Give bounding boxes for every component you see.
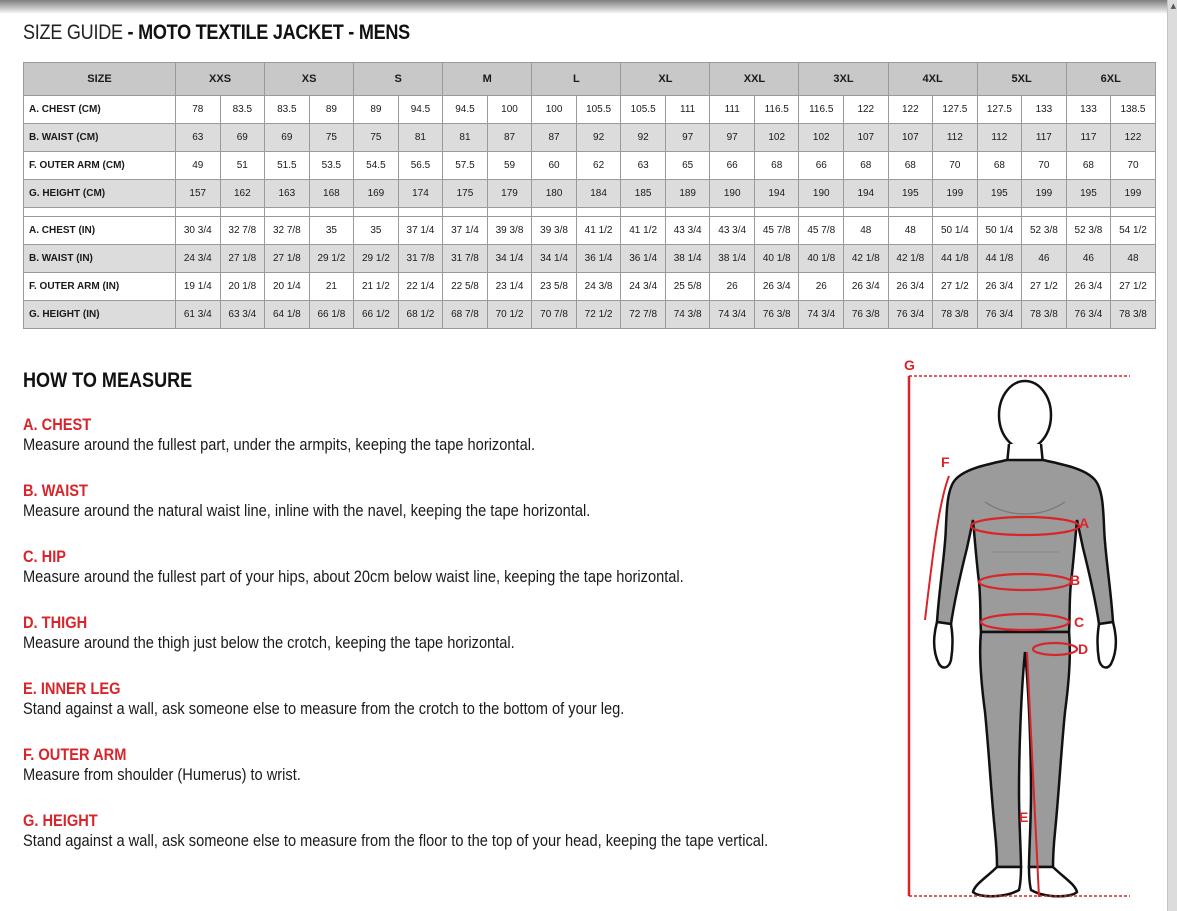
table-cell: 162 (220, 180, 265, 208)
table-cell: 65 (665, 152, 710, 180)
table-cell: 133 (1066, 96, 1111, 124)
measure-item (23, 745, 346, 785)
table-cell: 70 (933, 152, 978, 180)
table-cell: 45 7/8 (754, 217, 799, 245)
table-cell: 35 (354, 217, 399, 245)
table-cell: 74 3/8 (665, 301, 710, 329)
table-cell: 40 1/8 (799, 245, 844, 273)
table-cell: 27 1/2 (933, 273, 978, 301)
table-cell: 42 1/8 (844, 245, 889, 273)
table-row (24, 301, 1156, 329)
spacer-cell (398, 208, 443, 217)
marker-e-label: E (1019, 809, 1029, 825)
table-cell: 87 (532, 124, 577, 152)
table-cell: 169 (354, 180, 399, 208)
table-cell: 26 3/4 (977, 273, 1022, 301)
spacer-cell (1022, 208, 1067, 217)
table-cell: 76 3/8 (844, 301, 889, 329)
table-cell: 70 7/8 (532, 301, 577, 329)
table-cell: 75 (354, 124, 399, 152)
table-cell: 27 1/2 (1111, 273, 1156, 301)
size-header-6xl: 6XL (1066, 63, 1155, 96)
table-cell: 179 (487, 180, 532, 208)
table-cell: 92 (621, 124, 666, 152)
body-measurement-figure (895, 352, 1140, 907)
table-cell: 22 5/8 (443, 273, 488, 301)
table-cell: 23 1/4 (487, 273, 532, 301)
table-cell: 20 1/8 (220, 273, 265, 301)
table-cell: 122 (844, 96, 889, 124)
table-row (24, 180, 1156, 208)
table-cell: 29 1/2 (309, 245, 354, 273)
table-cell: 102 (754, 124, 799, 152)
table-cell: 68 (1066, 152, 1111, 180)
table-cell: 30 3/4 (176, 217, 221, 245)
table-cell: 27 1/2 (1022, 273, 1067, 301)
spacer-cell (487, 208, 532, 217)
table-cell: 190 (710, 180, 755, 208)
table-cell: 66 (799, 152, 844, 180)
title-prefix: SIZE GUIDE (23, 21, 123, 44)
measure-item (23, 613, 595, 653)
table-cell: 41 1/2 (621, 217, 666, 245)
measure-heading: E. INNER LEG (23, 679, 121, 698)
table-cell: 184 (576, 180, 621, 208)
title-main: - MOTO TEXTILE JACKET - MENS (127, 21, 410, 44)
size-header-xs: XS (265, 63, 354, 96)
table-cell: 45 7/8 (799, 217, 844, 245)
table-cell: 157 (176, 180, 221, 208)
spacer-cell (888, 208, 933, 217)
spacer-cell (576, 208, 621, 217)
spacer-cell (977, 208, 1022, 217)
table-cell: 199 (1111, 180, 1156, 208)
size-header-m: M (443, 63, 532, 96)
measure-heading: C. HIP (23, 547, 67, 566)
table-cell: 32 7/8 (265, 217, 310, 245)
table-cell: 50 1/4 (977, 217, 1022, 245)
size-chart-table (23, 62, 1156, 329)
scroll-up-arrow-icon[interactable]: ▲ (1170, 2, 1176, 10)
table-cell: 24 3/8 (576, 273, 621, 301)
table-cell: 63 3/4 (220, 301, 265, 329)
table-cell: 31 7/8 (398, 245, 443, 273)
table-cell: 199 (933, 180, 978, 208)
row-label: G. HEIGHT (CM) (24, 180, 176, 208)
spacer-cell (754, 208, 799, 217)
table-cell: 76 3/4 (1066, 301, 1111, 329)
spacer-cell (265, 208, 310, 217)
window-top-shadow (0, 0, 1177, 14)
row-label: G. HEIGHT (IN) (24, 301, 176, 329)
table-cell: 37 1/4 (443, 217, 488, 245)
spacer-cell (799, 208, 844, 217)
table-cell: 26 3/4 (754, 273, 799, 301)
table-row (24, 96, 1156, 124)
table-cell: 68 (888, 152, 933, 180)
table-cell: 195 (977, 180, 1022, 208)
table-cell: 78 (176, 96, 221, 124)
size-header-4xl: 4XL (888, 63, 977, 96)
table-cell: 89 (309, 96, 354, 124)
measure-heading: A. CHEST (23, 415, 92, 434)
table-cell: 19 1/4 (176, 273, 221, 301)
table-cell: 51 (220, 152, 265, 180)
measure-description: Measure from shoulder (Humerus) to wrist. (23, 765, 301, 784)
size-header-5xl: 5XL (977, 63, 1066, 96)
table-cell: 46 (1066, 245, 1111, 273)
measure-item (23, 679, 722, 719)
table-cell: 72 7/8 (621, 301, 666, 329)
table-cell: 122 (1111, 124, 1156, 152)
table-cell: 111 (665, 96, 710, 124)
size-header-xl: XL (621, 63, 710, 96)
spacer-cell (710, 208, 755, 217)
spacer-cell (1066, 208, 1111, 217)
table-cell: 44 1/8 (977, 245, 1022, 273)
table-cell: 97 (665, 124, 710, 152)
spacer-cell (443, 208, 488, 217)
table-cell: 34 1/4 (487, 245, 532, 273)
table-cell: 112 (977, 124, 1022, 152)
table-cell: 26 3/4 (888, 273, 933, 301)
measure-item (23, 415, 618, 455)
table-cell: 21 1/2 (354, 273, 399, 301)
table-cell: 21 (309, 273, 354, 301)
table-cell: 70 (1111, 152, 1156, 180)
table-cell: 64 1/8 (265, 301, 310, 329)
measure-heading: F. OUTER ARM (23, 745, 127, 764)
table-cell: 89 (354, 96, 399, 124)
table-cell: 68 1/2 (398, 301, 443, 329)
row-label: A. CHEST (CM) (24, 96, 176, 124)
table-cell: 43 3/4 (665, 217, 710, 245)
table-cell: 163 (265, 180, 310, 208)
spacer-cell (1111, 208, 1156, 217)
table-cell: 105.5 (621, 96, 666, 124)
table-cell: 59 (487, 152, 532, 180)
body-silhouette-diagram (895, 352, 1140, 907)
table-cell: 37 1/4 (398, 217, 443, 245)
table-cell: 168 (309, 180, 354, 208)
table-cell: 74 3/4 (710, 301, 755, 329)
table-cell: 34 1/4 (532, 245, 577, 273)
table-cell: 25 5/8 (665, 273, 710, 301)
measure-heading: B. WAIST (23, 481, 88, 500)
spacer-cell (220, 208, 265, 217)
table-cell: 44 1/8 (933, 245, 978, 273)
table-cell: 74 3/4 (799, 301, 844, 329)
table-cell: 180 (532, 180, 577, 208)
how-to-measure-title: HOW TO MEASURE (23, 369, 193, 392)
table-cell: 107 (888, 124, 933, 152)
table-cell: 26 3/4 (1066, 273, 1111, 301)
table-cell: 75 (309, 124, 354, 152)
spacer-cell (354, 208, 399, 217)
spacer-cell (309, 208, 354, 217)
table-cell: 63 (621, 152, 666, 180)
table-cell: 127.5 (933, 96, 978, 124)
measure-item (23, 547, 791, 587)
measure-description: Measure around the fullest part of your hips, about 20cm below waist line, keeping the tape horizontal. (23, 567, 684, 586)
table-cell: 94.5 (443, 96, 488, 124)
measure-description: Stand against a wall, ask someone else to measure from the crotch to the bottom of your leg. (23, 699, 625, 718)
table-cell: 20 1/4 (265, 273, 310, 301)
table-cell: 51.5 (265, 152, 310, 180)
table-cell: 185 (621, 180, 666, 208)
table-cell: 26 (799, 273, 844, 301)
measure-item (23, 811, 890, 851)
table-cell: 54 1/2 (1111, 217, 1156, 245)
table-cell: 50 1/4 (933, 217, 978, 245)
table-cell: 38 1/4 (710, 245, 755, 273)
table-cell: 194 (754, 180, 799, 208)
measure-heading: G. HEIGHT (23, 811, 98, 830)
table-cell: 138.5 (1111, 96, 1156, 124)
table-cell: 127.5 (977, 96, 1022, 124)
table-cell: 24 3/4 (621, 273, 666, 301)
table-cell: 46 (1022, 245, 1067, 273)
table-cell: 117 (1022, 124, 1067, 152)
table-cell: 83.5 (265, 96, 310, 124)
table-cell: 102 (799, 124, 844, 152)
table-cell: 38 1/4 (665, 245, 710, 273)
table-cell: 76 3/4 (888, 301, 933, 329)
table-cell: 48 (844, 217, 889, 245)
table-cell: 27 1/8 (265, 245, 310, 273)
marker-d-label: D (1078, 641, 1089, 657)
spacer-cell (621, 208, 666, 217)
size-header-l: L (532, 63, 621, 96)
spacer-cell (24, 208, 176, 217)
table-cell: 26 3/4 (844, 273, 889, 301)
table-cell: 190 (799, 180, 844, 208)
table-cell: 61 3/4 (176, 301, 221, 329)
table-cell: 76 3/4 (977, 301, 1022, 329)
table-cell: 36 1/4 (576, 245, 621, 273)
table-cell: 195 (888, 180, 933, 208)
row-label: B. WAIST (CM) (24, 124, 176, 152)
table-cell: 66 1/2 (354, 301, 399, 329)
row-label: B. WAIST (IN) (24, 245, 176, 273)
table-cell: 32 7/8 (220, 217, 265, 245)
table-cell: 60 (532, 152, 577, 180)
table-cell: 199 (1022, 180, 1067, 208)
table-cell: 39 3/8 (487, 217, 532, 245)
table-cell: 189 (665, 180, 710, 208)
table-cell: 78 3/8 (1111, 301, 1156, 329)
table-cell: 36 1/4 (621, 245, 666, 273)
table-cell: 66 (710, 152, 755, 180)
table-cell: 194 (844, 180, 889, 208)
table-cell: 72 1/2 (576, 301, 621, 329)
table-cell: 195 (1066, 180, 1111, 208)
table-cell: 70 (1022, 152, 1067, 180)
row-label: A. CHEST (IN) (24, 217, 176, 245)
table-cell: 66 1/8 (309, 301, 354, 329)
table-cell: 69 (265, 124, 310, 152)
measure-heading: D. THIGH (23, 613, 88, 632)
table-cell: 62 (576, 152, 621, 180)
marker-a-label: A (1079, 515, 1090, 531)
table-cell: 40 1/8 (754, 245, 799, 273)
table-cell: 68 (977, 152, 1022, 180)
table-cell: 29 1/2 (354, 245, 399, 273)
size-header-xxs: XXS (176, 63, 265, 96)
table-cell: 35 (309, 217, 354, 245)
table-cell: 78 3/8 (1022, 301, 1067, 329)
table-cell: 100 (532, 96, 577, 124)
table-row (24, 124, 1156, 152)
table-cell: 68 (844, 152, 889, 180)
size-header-s: S (354, 63, 443, 96)
table-cell: 41 1/2 (576, 217, 621, 245)
table-cell: 87 (487, 124, 532, 152)
size-header-3xl: 3XL (799, 63, 888, 96)
table-cell: 68 7/8 (443, 301, 488, 329)
page-title (23, 21, 410, 45)
table-row (24, 217, 1156, 245)
row-label: F. OUTER ARM (CM) (24, 152, 176, 180)
table-cell: 174 (398, 180, 443, 208)
spacer-cell (176, 208, 221, 217)
table-cell: 48 (1111, 245, 1156, 273)
table-cell: 22 1/4 (398, 273, 443, 301)
table-cell: 48 (888, 217, 933, 245)
table-row (24, 245, 1156, 273)
table-row (24, 152, 1156, 180)
table-cell: 68 (754, 152, 799, 180)
table-cell: 63 (176, 124, 221, 152)
table-cell: 53.5 (309, 152, 354, 180)
spacer-cell (933, 208, 978, 217)
measure-description: Stand against a wall, ask someone else to measure from the floor to the top of your head, keeping the tape vertical. (23, 831, 769, 850)
row-label: F. OUTER ARM (IN) (24, 273, 176, 301)
table-cell: 54.5 (354, 152, 399, 180)
table-cell: 117 (1066, 124, 1111, 152)
table-cell: 97 (710, 124, 755, 152)
table-cell: 133 (1022, 96, 1067, 124)
measure-item (23, 481, 683, 521)
table-cell: 43 3/4 (710, 217, 755, 245)
table-cell: 52 3/8 (1066, 217, 1111, 245)
vertical-scrollbar[interactable] (1167, 0, 1177, 911)
table-cell: 116.5 (754, 96, 799, 124)
table-cell: 122 (888, 96, 933, 124)
table-cell: 175 (443, 180, 488, 208)
size-header-label: SIZE (24, 63, 176, 96)
table-cell: 56.5 (398, 152, 443, 180)
table-cell: 24 3/4 (176, 245, 221, 273)
table-cell: 83.5 (220, 96, 265, 124)
table-cell: 69 (220, 124, 265, 152)
marker-b-label: B (1070, 572, 1081, 588)
table-cell: 78 3/8 (933, 301, 978, 329)
table-cell: 107 (844, 124, 889, 152)
spacer-cell (532, 208, 577, 217)
table-cell: 39 3/8 (532, 217, 577, 245)
table-cell: 94.5 (398, 96, 443, 124)
measure-description: Measure around the thigh just below the crotch, keeping the tape horizontal. (23, 633, 515, 652)
marker-f-label: F (941, 454, 950, 470)
table-cell: 31 7/8 (443, 245, 488, 273)
table-cell: 57.5 (443, 152, 488, 180)
size-header-xxl: XXL (710, 63, 799, 96)
table-cell: 116.5 (799, 96, 844, 124)
size-header-row (24, 63, 1156, 96)
table-cell: 70 1/2 (487, 301, 532, 329)
table-cell: 52 3/8 (1022, 217, 1067, 245)
table-cell: 42 1/8 (888, 245, 933, 273)
spacer-cell (665, 208, 710, 217)
table-cell: 23 5/8 (532, 273, 577, 301)
measure-description: Measure around the fullest part, under the armpits, keeping the tape horizontal. (23, 435, 536, 454)
table-cell: 100 (487, 96, 532, 124)
table-cell: 49 (176, 152, 221, 180)
marker-c-label: C (1074, 614, 1085, 630)
table-cell: 112 (933, 124, 978, 152)
table-cell: 27 1/8 (220, 245, 265, 273)
table-cell: 92 (576, 124, 621, 152)
table-cell: 81 (398, 124, 443, 152)
marker-g-label: G (904, 357, 915, 373)
table-cell: 105.5 (576, 96, 621, 124)
table-row (24, 273, 1156, 301)
table-cell: 76 3/8 (754, 301, 799, 329)
measure-description: Measure around the natural waist line, inline with the navel, keeping the tape horizontal. (23, 501, 591, 520)
spacer-cell (844, 208, 889, 217)
table-spacer-row (24, 208, 1156, 217)
table-cell: 81 (443, 124, 488, 152)
table-cell: 26 (710, 273, 755, 301)
table-cell: 111 (710, 96, 755, 124)
